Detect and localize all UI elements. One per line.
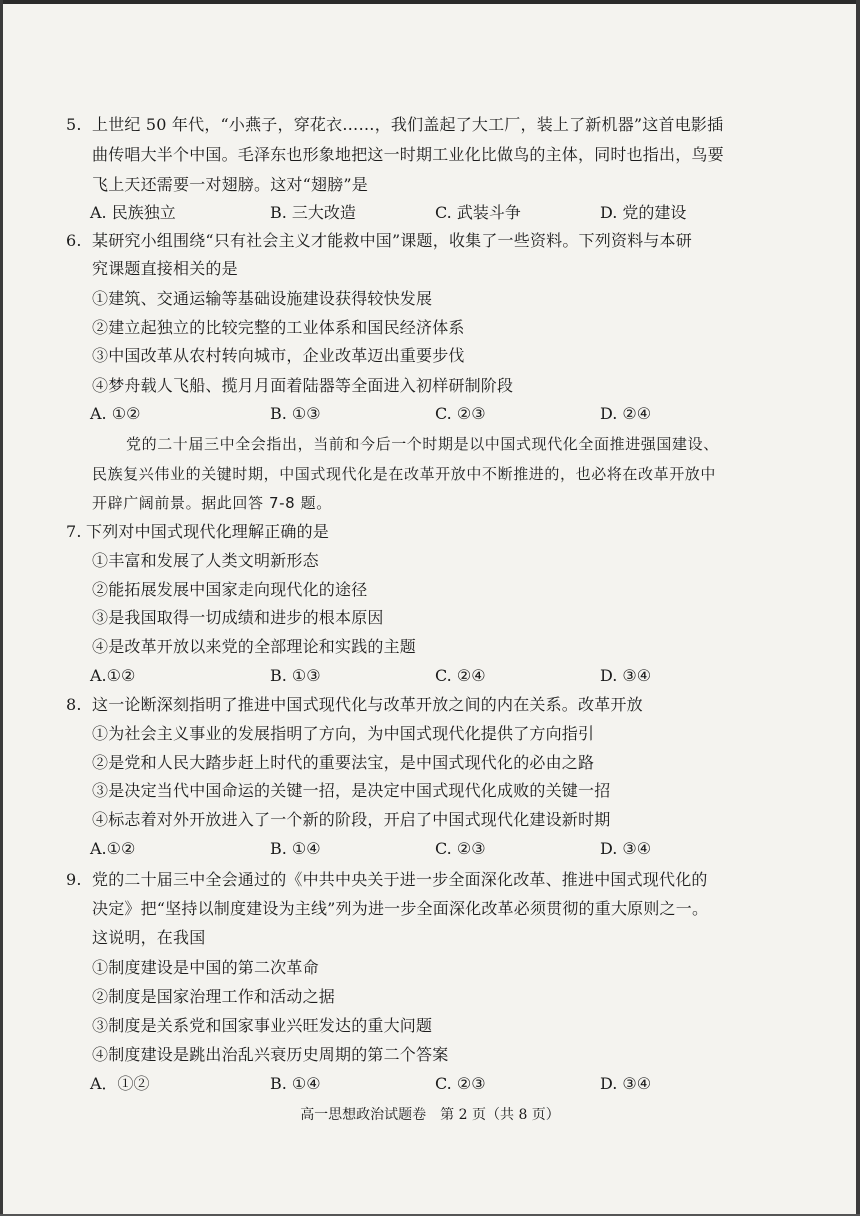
question-8-stem: 这一论断深刻指明了推进中国式现代化与改革开放之间的内在关系。改革开放	[92, 695, 643, 714]
passage-line-1: 党的二十届三中全会指出，当前和今后一个时期是以中国式现代化全面推进强国建设、	[126, 435, 719, 453]
question-9-item-1: ①制度建设是中国的第二次革命	[92, 958, 319, 977]
question-9-option-d[interactable]: D. ③④	[600, 1074, 652, 1093]
question-5-option-c[interactable]: C. 武装斗争	[435, 203, 521, 222]
question-6-item-2: ②建立起独立的比较完整的工业体系和国民经济体系	[92, 318, 465, 337]
question-6-option-a[interactable]: A. ①②	[90, 404, 141, 423]
question-7-option-c[interactable]: C. ②④	[435, 666, 486, 685]
scan-top-edge	[0, 0, 860, 4]
question-8-item-3: ③是决定当代中国命运的关键一招，是决定中国式现代化成败的关键一招	[92, 781, 611, 800]
scan-right-edge	[856, 0, 860, 1216]
question-5-line-3: 飞上天还需要一对翅膀。这对“翅膀”是	[92, 175, 368, 194]
question-6-item-3: ③中国改革从农村转向城市，企业改革迈出重要步伐	[92, 346, 465, 365]
question-6-options	[90, 403, 730, 425]
question-6-item-4: ④梦舟载人飞船、揽月月面着陆器等全面进入初样研制阶段	[92, 376, 514, 395]
question-9-option-b[interactable]: B. ①④	[270, 1074, 321, 1093]
question-9-option-c[interactable]: C. ②③	[435, 1074, 486, 1093]
question-7-option-b[interactable]: B. ①③	[270, 666, 321, 685]
question-7-options	[90, 665, 730, 687]
question-7-item-4: ④是改革开放以来党的全部理论和实践的主题	[92, 637, 417, 656]
question-7-option-d[interactable]: D. ③④	[600, 666, 652, 685]
question-8-option-b[interactable]: B. ①④	[270, 839, 321, 858]
question-5-option-a[interactable]: A. 民族独立	[90, 203, 176, 222]
question-7-item-1: ①丰富和发展了人类文明新形态	[92, 551, 319, 570]
question-6-line-2: 究课题直接相关的是	[92, 259, 238, 278]
passage-line-2: 民族复兴伟业的关键时期，中国式现代化是在改革开放中不断推进的，也必将在改革开放中	[92, 465, 717, 483]
question-6-option-c[interactable]: C. ②③	[435, 404, 486, 423]
question-7-option-a[interactable]: A.①②	[90, 666, 136, 685]
question-5-option-b[interactable]: B. 三大改造	[270, 203, 356, 222]
exam-page	[8, 14, 854, 1210]
question-9-line-1: 党的二十届三中全会通过的《中共中央关于进一步全面深化改革、推进中国式现代化的	[92, 870, 708, 889]
question-9-number: 9.	[66, 870, 82, 889]
question-9-options	[90, 1073, 730, 1095]
scan-left-edge	[0, 0, 3, 1216]
question-6-number: 6.	[66, 231, 82, 250]
question-5-options	[90, 202, 730, 224]
question-8-option-c[interactable]: C. ②③	[435, 839, 486, 858]
question-6-item-1: ①建筑、交通运输等基础设施建设获得较快发展	[92, 289, 433, 308]
passage-line-3: 开辟广阔前景。据此回答 7-8 题。	[92, 494, 332, 512]
question-9-option-a[interactable]: A．①②	[90, 1074, 150, 1093]
question-6-option-d[interactable]: D. ②④	[600, 404, 652, 423]
question-8-option-d[interactable]: D. ③④	[600, 839, 652, 858]
question-8-number: 8.	[66, 695, 82, 714]
page-footer: 高一思想政治试题卷 第 2 页（共 8 页）	[300, 1107, 560, 1123]
question-9-item-4: ④制度建设是跳出治乱兴衰历史周期的第二个答案	[92, 1045, 449, 1064]
question-5-option-d[interactable]: D. 党的建设	[600, 203, 687, 222]
question-7-item-3: ③是我国取得一切成绩和进步的根本原因	[92, 608, 384, 627]
question-5-line-2: 曲传唱大半个中国。毛泽东也形象地把这一时期工业化比做鸟的主体，同时也指出，鸟要	[92, 145, 724, 164]
question-8-option-a[interactable]: A.①②	[90, 839, 136, 858]
question-6-option-b[interactable]: B. ①③	[270, 404, 321, 423]
question-5-number: 5.	[66, 115, 82, 134]
question-7-number: 7.	[66, 522, 82, 541]
question-9-item-3: ③制度是关系党和国家事业兴旺发达的重大问题	[92, 1016, 433, 1035]
question-8-item-1: ①为社会主义事业的发展指明了方向，为中国式现代化提供了方向指引	[92, 724, 595, 743]
question-8-item-2: ②是党和人民大踏步赶上时代的重要法宝，是中国式现代化的必由之路	[92, 753, 595, 772]
question-6-line-1: 某研究小组围绕“只有社会主义才能救中国”课题，收集了一些资料。下列资料与本研	[92, 231, 692, 250]
question-9-item-2: ②制度是国家治理工作和活动之据	[92, 987, 336, 1006]
question-5-line-1: 上世纪 50 年代，“小燕子，穿花衣……，我们盖起了大工厂，装上了新机器”这首电影插	[92, 115, 724, 134]
question-7-stem: 下列对中国式现代化理解正确的是	[86, 522, 330, 541]
question-7-item-2: ②能拓展发展中国家走向现代化的途径	[92, 580, 368, 599]
question-8-item-4: ④标志着对外开放进入了一个新的阶段，开启了中国式现代化建设新时期	[92, 810, 611, 829]
question-8-options	[90, 838, 730, 860]
question-9-line-3: 这说明，在我国	[92, 928, 206, 947]
question-9-line-2: 决定》把“坚持以制度建设为主线”列为进一步全面深化改革必须贯彻的重大原则之一。	[92, 899, 709, 918]
